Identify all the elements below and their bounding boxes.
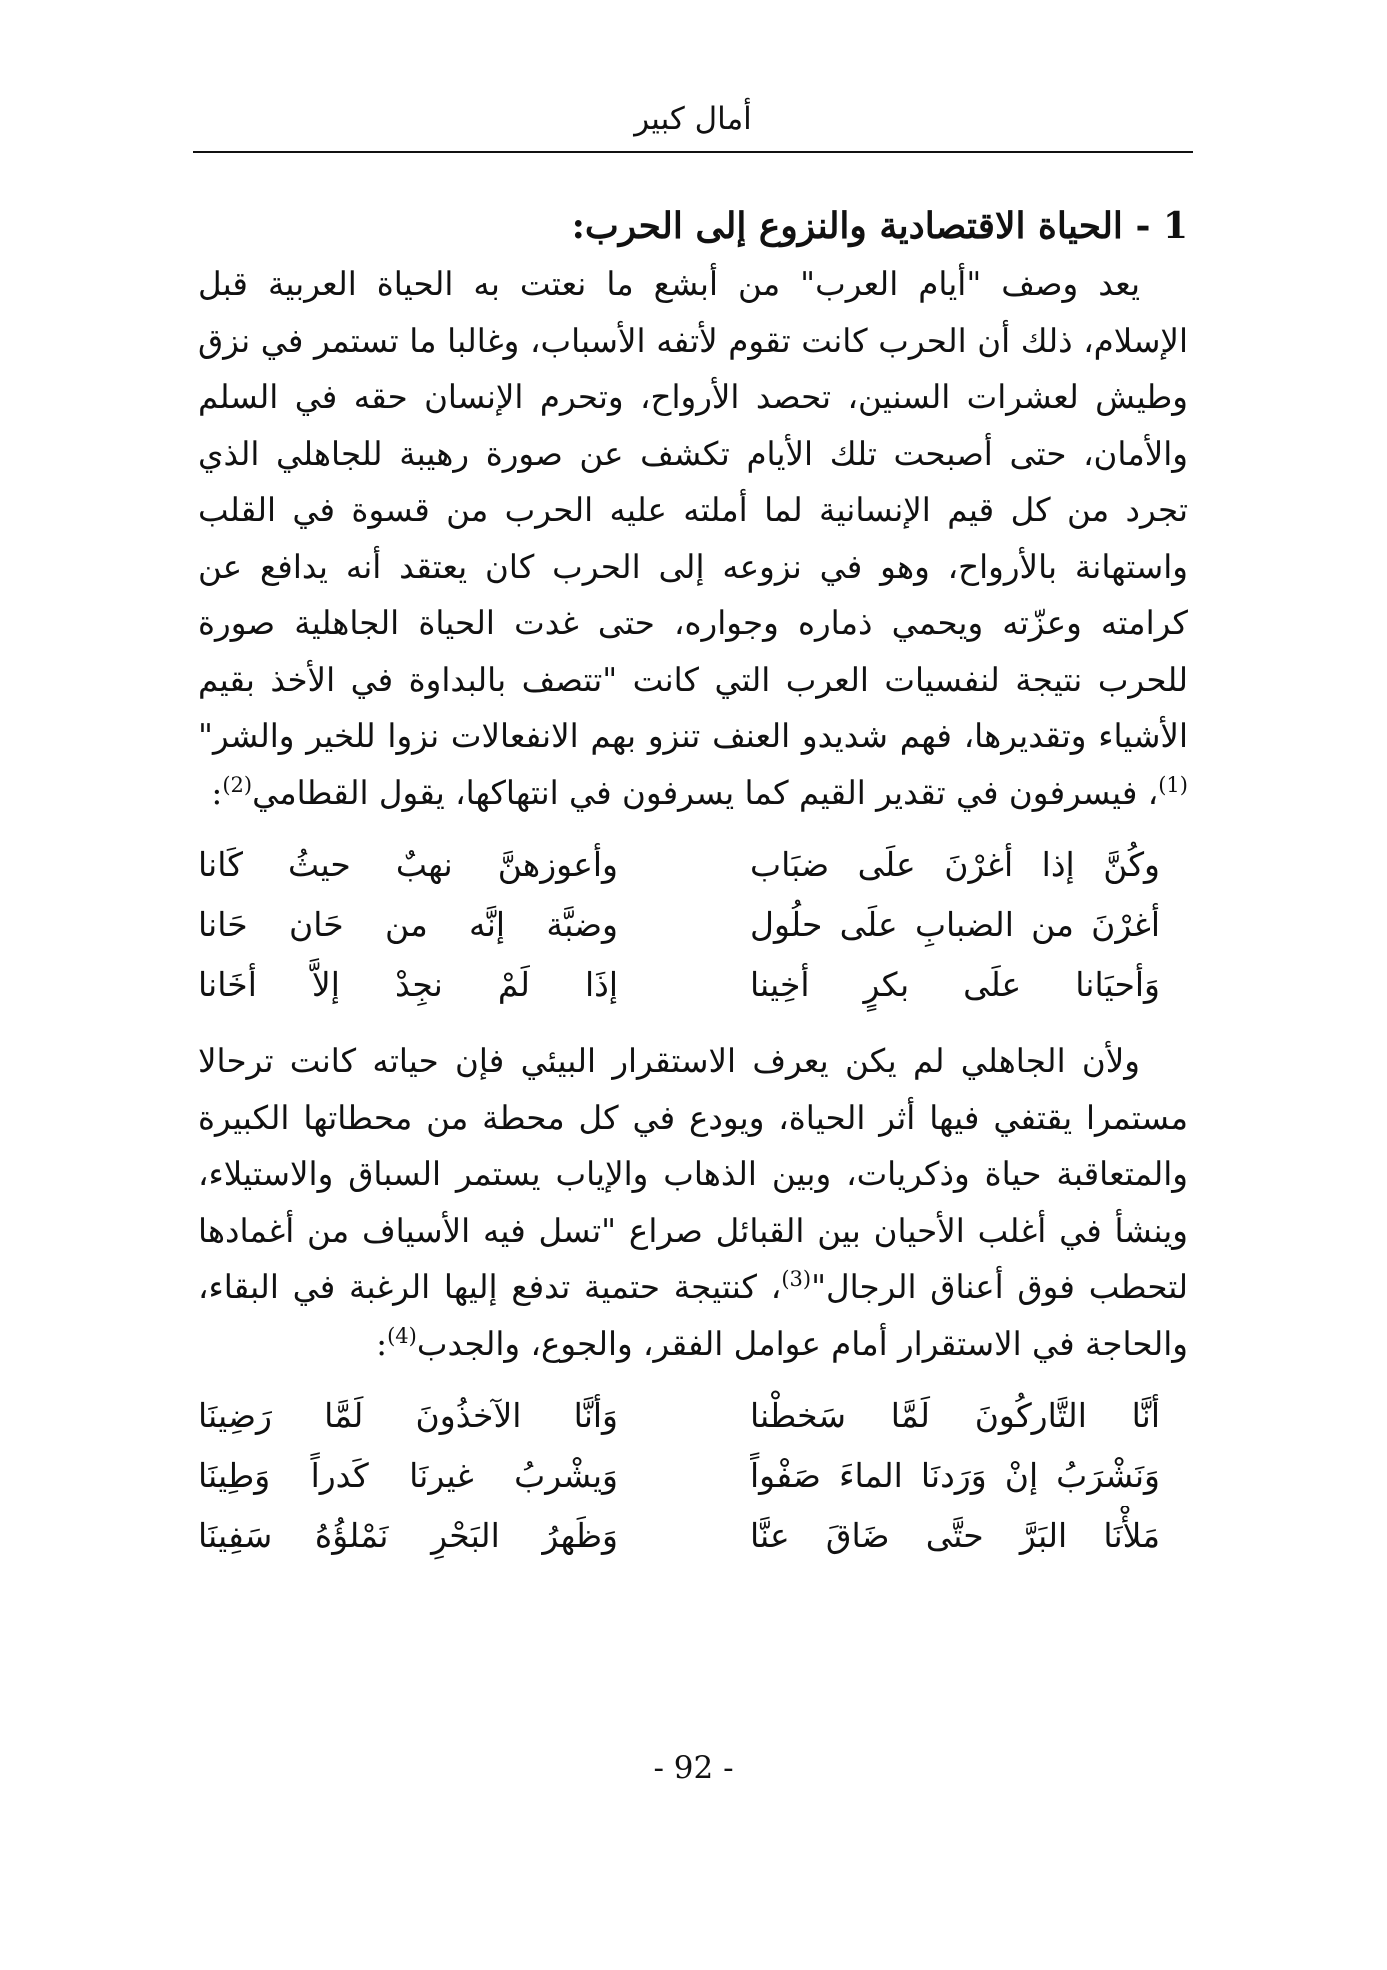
verse-first-hemistich: وَنَشْرَبُ إنْ وَرَدنَا الماءَ صَفْواً <box>750 1456 1160 1495</box>
verse-second-hemistich: وضبَّة إنَّه من حَان حَانا <box>198 905 618 944</box>
paragraph-1-text-cont: ، فيسرفون في تقدير القيم كما يسرفون في انتهاكها، يقول القطامي <box>252 773 1159 812</box>
poem-verse <box>198 895 1188 955</box>
poem-verse <box>198 955 1188 1015</box>
footnote-ref-4: (4) <box>387 1323 417 1348</box>
poem-2 <box>198 1386 1188 1566</box>
poem-1 <box>198 835 1188 1015</box>
verse-first-hemistich: مَلأْنَا البَرَّ حتَّى ضَاقَ عنَّا <box>750 1516 1160 1555</box>
paragraph-1-colon: : <box>211 773 223 812</box>
header-title: أمال كبير <box>634 101 752 137</box>
verse-second-hemistich: إذَا لَمْ نجِدْ إلاَّ أخَانا <box>198 965 618 1004</box>
paragraph-2-text: ولأن الجاهلي لم يكن يعرف الاستقرار البيئي فإن حياته كانت ترحالا مستمرا يقتفي فيها أثر الحياة، ويودع في كل محطة من محطاتها الكبيرة والمتعاقبة حياة وذكريات، وبين الذهاب والإياب يستمر السباق والاستيلاء، وينشأ في أغلب الأحيان بين القبائل صراع "تسل فيه الأسياف من أغمادها لتحطب فوق أعناق الرجال" <box>198 1042 1189 1306</box>
footnote-ref-1: (1) <box>1158 772 1188 797</box>
poem-verse <box>198 835 1188 895</box>
paragraph-2 <box>198 1033 1188 1372</box>
verse-second-hemistich: وأعوزهنَّ نهبٌ حيثُ كَانا <box>198 845 618 884</box>
verse-second-hemistich: وَيشْربُ غيرنَا كَدراً وَطِينَا <box>198 1456 618 1495</box>
verse-first-hemistich: أغرْنَ من الضبابِ علَى حلُول <box>750 905 1160 944</box>
verse-first-hemistich: أنَّا التَّاركُونَ لَمَّا سَخطْنا <box>750 1396 1160 1435</box>
paragraph-1-text: يعد وصف "أيام العرب" من أبشع ما نعتت به الحياة العربية قبل الإسلام، ذلك أن الحرب كانت تقوم لأتفه الأسباب، وغالبا ما تستمر في نزق وطيش لعشرات السنين، تحصد الأرواح، وتحرم الإنسان حقه في السلم والأمان، حتى أصبحت تلك الأيام تكشف عن صورة رهيبة للجاهلي الذي تجرد من كل قيم الإنسانية لما أملته عليه الحرب من قسوة في القلب واستهانة بالأرواح، وهو في نزوعه إلى الحرب كان يعتقد أنه يدافع عن كرامته وعزّته ويحمي ذماره وجواره، حتى غدت الحياة الجاهلية صورة للحرب نتيجة لنفسيات العرب التي كانت "تتصف بالبداوة في الأخذ بقيم الأشياء وتقديرها، فهم شديدو العنف تنزو بهم الانفعالات نزوا للخير والشر" <box>198 265 1188 755</box>
footnote-ref-3: (3) <box>781 1267 812 1292</box>
verse-first-hemistich: وكُنَّ إذا أغرْنَ علَى ضبَاب <box>750 845 1160 884</box>
paragraph-1 <box>198 256 1188 821</box>
poem-verse <box>198 1506 1188 1566</box>
verse-first-hemistich: وَأحيَانا علَى بكرٍ أخِينا <box>750 965 1160 1004</box>
section-heading: 1 - الحياة الاقتصادية والنزوع إلى الحرب: <box>571 205 1188 247</box>
verse-second-hemistich: وَظَهرُ البَحْرِ نَمْلؤُهُ سَفِينَا <box>198 1516 618 1555</box>
running-header <box>193 95 1193 153</box>
poem-verse <box>198 1386 1188 1446</box>
poem-verse <box>198 1446 1188 1506</box>
footnote-ref-2: (2) <box>222 772 253 797</box>
page-content <box>198 198 1188 1584</box>
verse-second-hemistich: وَأنَّا الآخذُونَ لَمَّا رَضِينَا <box>198 1396 618 1435</box>
paragraph-2-colon: : <box>376 1324 388 1363</box>
page-number: - 92 - <box>653 1750 734 1786</box>
paragraph-2-text-cont: ، كنتيجة حتمية تدفع إليها الرغبة في البقاء، والحاجة في الاستقرار أمام عوامل الفقر، والجوع، والجدب <box>198 1268 1188 1363</box>
